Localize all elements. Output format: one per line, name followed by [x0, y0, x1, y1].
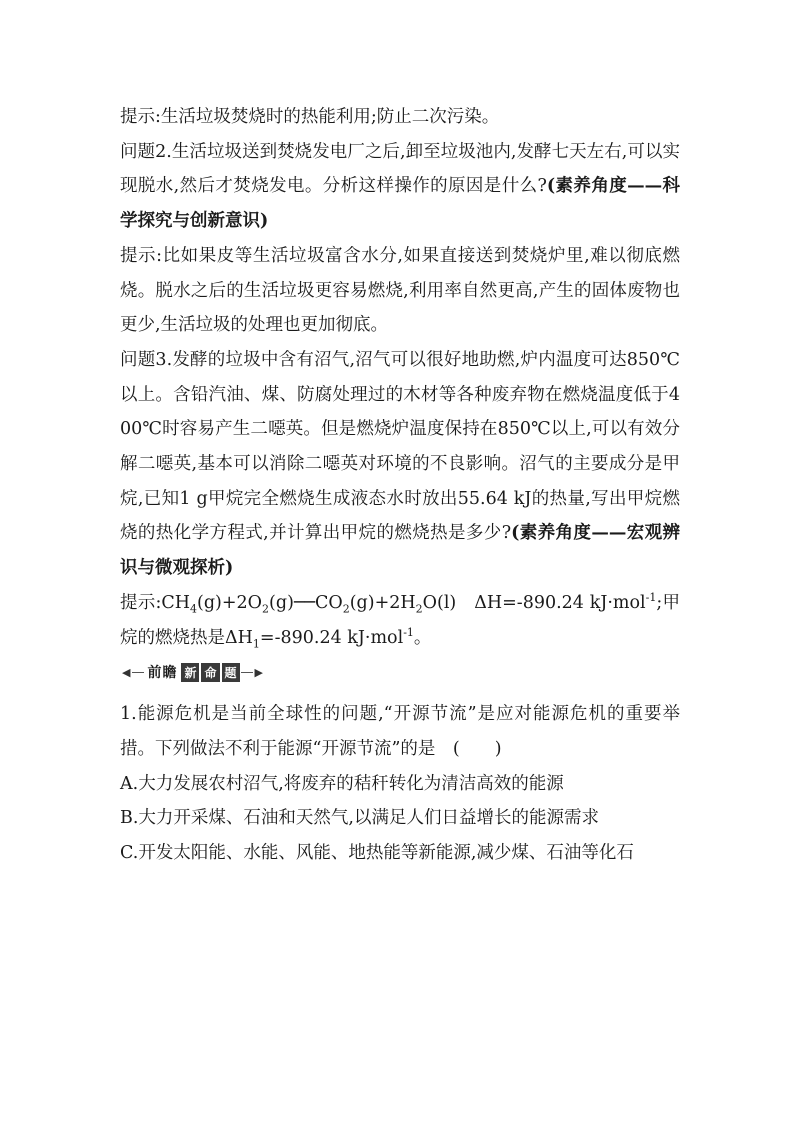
eq-text: ;甲烷的燃烧热是ΔH: [120, 592, 680, 648]
option-a: A.大力发展农村沼气,将废弃的秸秆转化为清洁高效的能源: [120, 773, 564, 794]
banner-box-1: 新: [181, 663, 199, 682]
eq-text: (g)+2O: [197, 592, 263, 613]
question-2: [120, 135, 680, 239]
eq-text: =-890.24 kJ·mol: [259, 627, 404, 648]
section-banner: [120, 659, 680, 685]
banner-box-3: 题: [222, 663, 240, 682]
eq-text: (g)──CO: [269, 592, 343, 613]
question-2-text: 问题2.生活垃圾送到焚烧发电厂之后,卸至垃圾池内,发酵七天左右,可以实现脱水,然后才焚烧发电。分析这样操作的原因是什么?: [120, 141, 680, 197]
banner-divider: [241, 672, 253, 673]
banner-divider: [132, 672, 144, 673]
eq-text: 提示:CH: [120, 592, 191, 613]
question-3-tag: (素养角度——宏观辨识与微观探析): [120, 523, 680, 579]
document-page: [120, 100, 680, 871]
banner-box-2: 命: [201, 663, 219, 682]
question-2-tag: (素养角度——科学探究与创新意识): [120, 176, 680, 232]
eq-subscript: 4: [190, 602, 198, 616]
eq-superscript: -1: [645, 591, 657, 605]
left-arrow-icon: ◀: [122, 665, 131, 679]
eq-text: O(l) ΔH=-890.24 kJ·mol: [422, 592, 646, 613]
question-new-1: 1.能源危机是当前全球性的问题,“开源节流”是应对能源危机的重要举措。下列做法不利于能源“开源节流”的是 ( ): [120, 704, 680, 759]
eq-subscript: 2: [342, 602, 350, 616]
option-c: C.开发太阳能、水能、风能、地热能等新能源,减少煤、石油等化石: [120, 843, 634, 864]
hint-1: 提示:生活垃圾焚烧时的热能利用;防止二次污染。: [120, 107, 500, 127]
question-3-text: 问题3.发酵的垃圾中含有沼气,沼气可以很好地助燃,炉内温度可达850℃以上。含铅汽油、煤、防腐处理过的木材等各种废弃物在燃烧温度低于400℃时容易产生二噁英。但是燃烧炉温度保持在850℃以上,可以有效分解二噁英,基本可以消除二噁英对环境的不良影响。沼气的主要成分是甲烷,已知1 g甲烷完全燃烧生成液态水时放出55.64 kJ的热量,写出甲烷燃烧的热化学方程式,并计算出甲烷的燃烧热是多少?: [120, 349, 680, 544]
eq-text: (g)+2H: [349, 592, 416, 613]
eq-superscript: -1: [403, 625, 414, 639]
eq-text: 。: [413, 627, 432, 648]
eq-subscript: 2: [262, 602, 270, 616]
question-3: [120, 343, 680, 586]
eq-subscript: 2: [415, 602, 423, 616]
right-arrow-icon: ▶: [254, 665, 263, 679]
banner-label: 前瞻: [147, 665, 178, 682]
option-b: B.大力开采煤、石油和天然气,以满足人们日益增长的能源需求: [120, 808, 599, 829]
hint-2: 提示:比如果皮等生活垃圾富含水分,如果直接送到焚烧炉里,难以彻底燃烧。脱水之后的生活垃圾更容易燃烧,利用率自然更高,产生的固体废物也更少,生活垃圾的处理也更加彻底。: [120, 245, 680, 336]
eq-subscript: 1: [252, 637, 260, 651]
hint-3-equation: [120, 586, 680, 655]
